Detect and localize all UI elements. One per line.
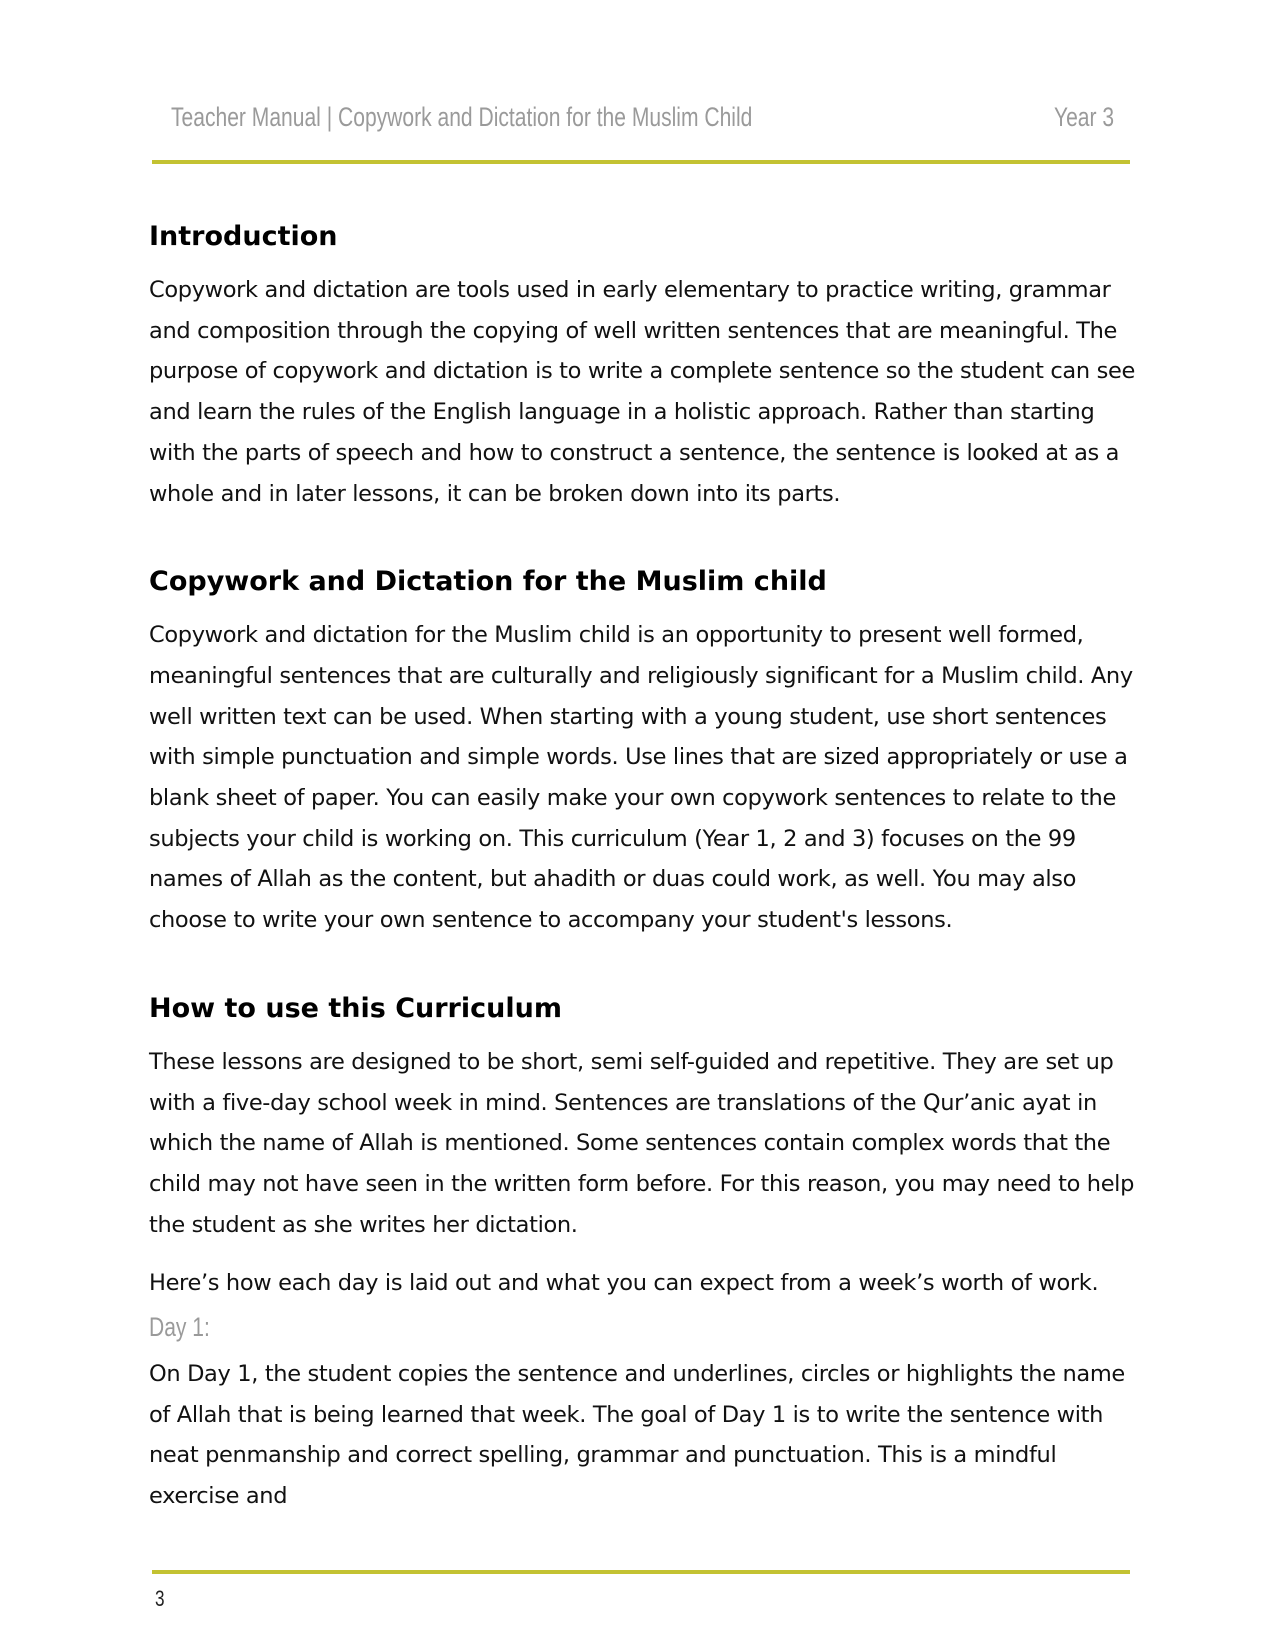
page-content [149,214,1139,1562]
section-muslim-child [149,559,1139,941]
section-heading: Introduction [149,221,338,252]
running-header-year: Year 3 [1053,102,1114,132]
footer-rule [152,1570,1130,1574]
section-paragraph: Here’s how each day is laid out and what you can expect from a week’s worth of work. [149,1270,1099,1297]
section-introduction [149,214,1139,514]
section-paragraph: These lessons are designed to be short, semi self-guided and repetitive. They are set up with a five-day school week in mind. Sentences are translations of the Qur’anic ayat in which the name of Allah is mentioned. Some sentences contain complex words that the child may not have seen in the written form before. For this reason, you may need to help the student as she writes her dictation. [149,1048,1135,1238]
section-heading: Copywork and Dictation for the Muslim child [149,566,827,598]
page-number: 3 [155,1586,165,1611]
day-1-subheading: Day 1: [149,1312,210,1343]
section-heading: How to use this Curriculum [149,992,562,1024]
section-paragraph: Copywork and dictation for the Muslim child is an opportunity to present well formed, meaningful sentences that are culturally and religiously significant for a Muslim child. Any well written text can be used. When starting with a young student, use short sentences with simple punctuation and simple words. Use lines that are sized appropriately or use a blank sheet of paper. You can easily make your own copywork sentences to relate to the subjects your child is working on. This curriculum (Year 1, 2 and 3) focuses on the 99 names of Allah as the content, but ahadith or duas could work, as well. You may also choose to write your own sentence to accompany your student's lessons. [149,622,1133,934]
section-paragraph: Copywork and dictation are tools used in early elementary to practice writing, grammar and composition through the copying of well written sentences that are meaningful. The purpose of copywork and dictation is to write a complete sentence so the student can see and learn the rules of the English language in a holistic approach. Rather than starting with the parts of speech and how to construct a sentence, the sentence is looked at as a whole and in later lessons, it can be broken down into its parts. [149,277,1135,507]
header-rule [152,160,1130,164]
running-header-title: Teacher Manual | Copywork and Dictation for the Muslim Child [171,102,753,132]
day-1-paragraph: On Day 1, the student copies the sentence and underlines, circles or highlights the name of Allah that is being learned that week. The goal of Day 1 is to write the sentence with neat penmanship and correct spelling, grammar and punctuation. This is a mindful exercise and [149,1361,1125,1510]
section-how-to-use [149,986,1139,1517]
